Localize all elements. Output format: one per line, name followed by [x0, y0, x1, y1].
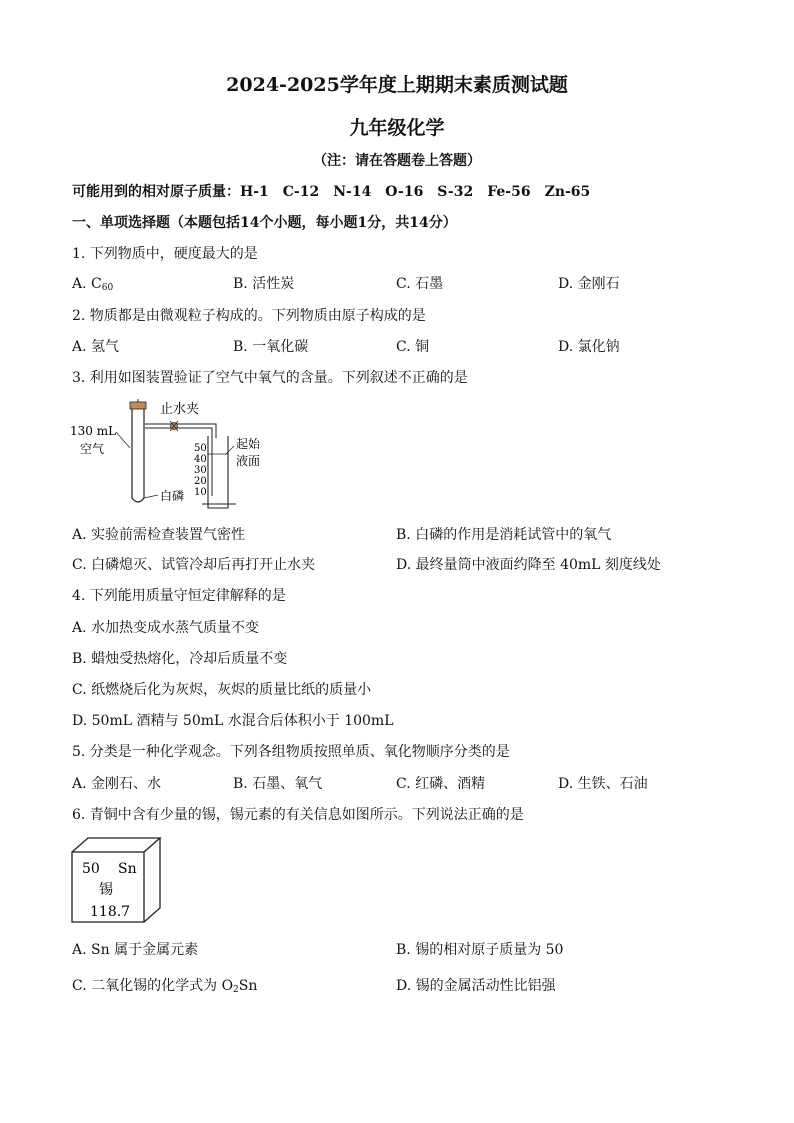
q2-option-a: A. 氢气	[72, 339, 120, 355]
q3-option-b: B. 白磷的作用是消耗试管中的氧气	[396, 527, 612, 543]
q6-option-a: A. Sn 属于金属元素	[72, 942, 199, 958]
clamp-label: 止水夹	[160, 402, 200, 417]
q3-option-a: A. 实验前需检查装置气密性	[72, 527, 246, 543]
air-pointer	[116, 432, 130, 448]
cylinder-scale	[194, 443, 207, 498]
q5-option-d: D. 生铁、石油	[558, 776, 648, 792]
q4-option-c: C. 纸燃烧后化为灰烬，灰烬的质量比纸的质量小	[72, 682, 372, 698]
exam-title: 2024-2025学年度上期期末素质测试题	[226, 74, 568, 96]
q2-option-c: C. 铜	[396, 339, 430, 355]
air-label: 空气	[80, 442, 105, 456]
element-name: 锡	[99, 882, 113, 898]
water-clamp	[170, 421, 178, 431]
atomic-mass: 118.7	[90, 904, 131, 920]
rubber-stopper	[130, 402, 146, 409]
q6-option-c: C. 二氧化锡的化学式为 $O_2Sn$	[72, 978, 258, 995]
q6-option-b: B. 锡的相对原子质量为 50	[396, 942, 564, 958]
q3-option-d: D. 最终量筒中液面约降至 40mL 刻度线处	[396, 557, 661, 573]
start-label-1: 起始	[236, 437, 261, 451]
atomic-number: 50	[82, 861, 100, 877]
phosphorus-pointer	[144, 495, 158, 498]
svg-text:30: 30	[194, 465, 207, 476]
q5-option-b: B. 石墨、氧气	[233, 776, 323, 792]
test-tube	[132, 408, 144, 502]
q2-option-d: D. 氯化钠	[558, 339, 620, 355]
q1-option-c: C. 石墨	[396, 276, 444, 292]
svg-text:20: 20	[194, 476, 207, 487]
question-2-stem: 2. 物质都是由微观粒子构成的。下列物质由原子构成的是	[72, 308, 426, 324]
graduated-cylinder	[202, 436, 236, 508]
phosphorus-label: 白磷	[160, 489, 185, 503]
svg-text:50: 50	[194, 443, 207, 454]
element-symbol: Sn	[118, 861, 137, 877]
element-cell	[70, 836, 164, 926]
q2-option-b: B. 一氧化碳	[233, 339, 309, 355]
q3-option-c: C. 白磷熄灭、试管冷却后再打开止水夹	[72, 557, 316, 573]
atomic-masses: 可能用到的相对原子质量：H-1 C-12 N-14 O-16 S-32 Fe-56 Zn-65	[72, 184, 591, 200]
q6-option-d: D. 锡的金属活动性比铝强	[396, 978, 556, 994]
q4-option-b: B. 蜡烛受热熔化，冷却后质量不变	[72, 651, 288, 667]
q5-option-a: A. 金刚石、水	[72, 776, 162, 792]
svg-text:10: 10	[194, 487, 207, 498]
question-6-stem: 6. 青铜中含有少量的锡，锡元素的有关信息如图所示。下列说法正确的是	[72, 807, 524, 823]
exam-subject: 九年级化学	[349, 117, 445, 139]
exam-note: （注：请在答题卷上答题）	[313, 153, 481, 169]
q5-option-c: C. 红磷、酒精	[396, 776, 486, 792]
question-3-stem: 3. 利用如图装置验证了空气中氧气的含量。下列叙述不正确的是	[72, 370, 468, 386]
q1-option-a: A. $C_{60}$	[72, 276, 114, 293]
volume-label: 130 mL	[70, 424, 117, 438]
svg-text:40: 40	[194, 454, 207, 465]
level-pointer	[226, 446, 234, 454]
q4-option-d: D. 50mL 酒精与 50mL 水混合后体积小于 100mL	[72, 713, 394, 729]
apparatus-figure	[66, 396, 276, 514]
question-4-stem: 4. 下列能用质量守恒定律解释的是	[72, 588, 286, 604]
section-heading: 一、单项选择题（本题包括14个小题，每小题1分，共14分）	[72, 215, 457, 231]
question-1-stem: 1. 下列物质中，硬度最大的是	[72, 246, 258, 262]
start-label-2: 液面	[236, 454, 261, 468]
q1-option-d: D. 金刚石	[558, 276, 620, 292]
q4-option-a: A. 水加热变成水蒸气质量不变	[72, 620, 260, 636]
question-5-stem: 5. 分类是一种化学观念。下列各组物质按照单质、氧化物顺序分类的是	[72, 744, 510, 760]
q1-option-b: B. 活性炭	[233, 276, 295, 292]
